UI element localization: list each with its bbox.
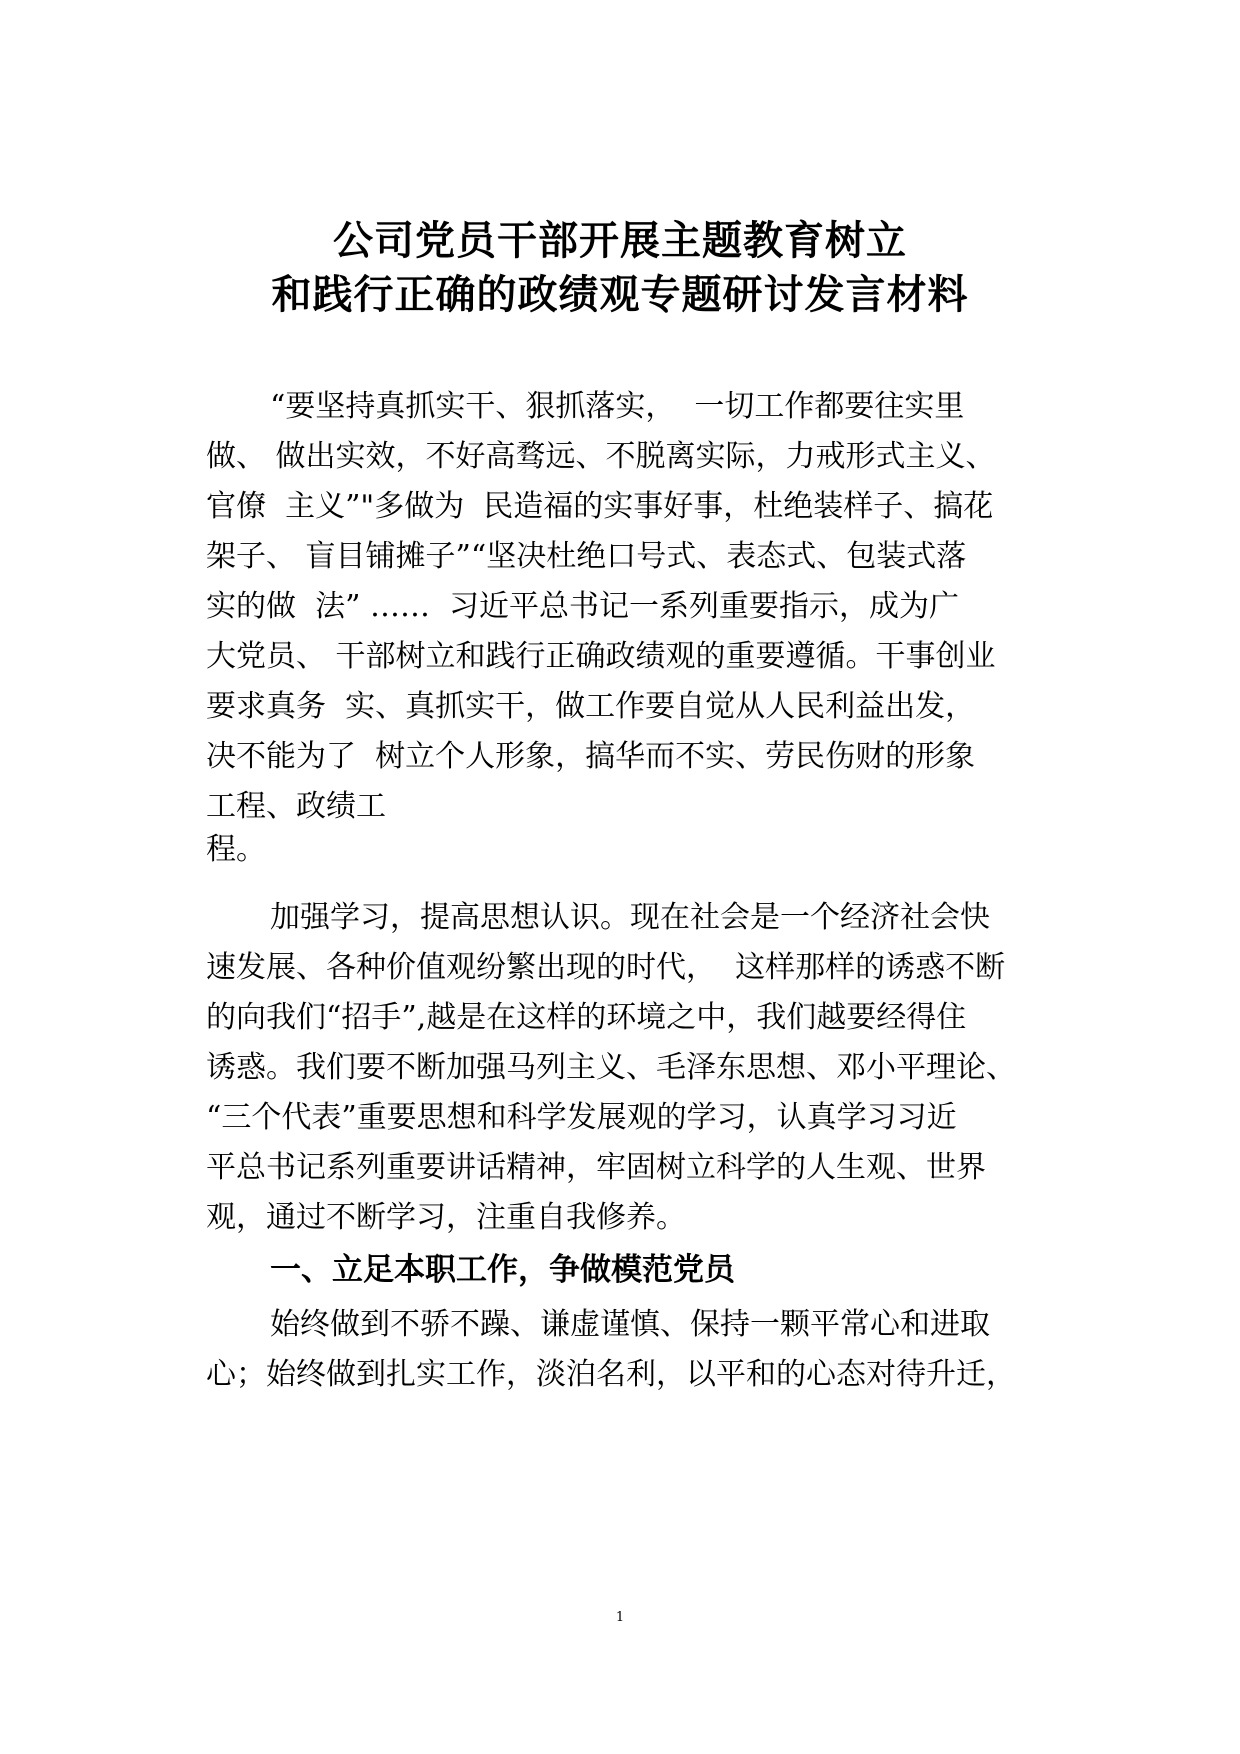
paragraph-line: 速发展、各种价值观纷繁出现的时代， 这样那样的诱惑不断 xyxy=(206,950,1006,985)
paragraph-line: “要坚持真抓实干、狠抓落实， 一切工作都要往实里 xyxy=(270,389,965,424)
paragraph-line: “三个代表”重要思想和科学发展观的学习，认真学习习近 xyxy=(206,1100,957,1135)
document-title-line-2: 和践行正确的政绩观专题研讨发言材料 xyxy=(271,272,969,318)
paragraph-line: 诱惑。我们要不断加强马列主义、毛泽东思想、邓小平理论、 xyxy=(206,1050,1016,1085)
paragraph-line: 工程、政绩工 xyxy=(206,789,386,824)
section-heading: 一、立足本职工作，争做模范党员 xyxy=(270,1252,735,1288)
paragraph-line: 程。 xyxy=(206,832,266,867)
paragraph-line: 大党员、 干部树立和践行正确政绩观的重要遵循。干事创业 xyxy=(206,639,996,674)
paragraph-line: 要求真务 实、真抓实干，做工作要自觉从人民利益出发， xyxy=(206,689,976,724)
paragraph-line: 的向我们“招手”,越是在这样的环境之中，我们越要经得住 xyxy=(206,1000,967,1035)
paragraph-line: 观，通过不断学习，注重自我修养。 xyxy=(206,1200,686,1235)
paragraph-line: 决不能为了 树立个人形象，搞华而不实、劳民伤财的形象 xyxy=(206,739,976,774)
paragraph-line: 架子、 盲目铺摊子”“坚决杜绝口号式、表态式、包装式落 xyxy=(206,539,967,574)
paragraph-line: 始终做到不骄不躁、谦虚谨慎、保持一颗平常心和进取 xyxy=(270,1307,990,1342)
paragraph-line: 加强学习，提高思想认识。现在社会是一个经济社会快 xyxy=(270,900,990,935)
paragraph-line: 心；始终做到扎实工作，淡泊名利，以平和的心态对待升迁， xyxy=(206,1357,1016,1392)
paragraph-line: 做、 做出实效，不好高骛远、不脱离实际，力戒形式主义、 xyxy=(206,439,996,474)
page-number: 1 xyxy=(615,1610,625,1625)
paragraph-line: 官僚 主义”"多做为 民造福的实事好事，杜绝装样子、搞花 xyxy=(206,489,994,524)
paragraph-line: 实的做 法” …… 习近平总书记一系列重要指示，成为广 xyxy=(206,589,960,624)
paragraph-line: 平总书记系列重要讲话精神，牢固树立科学的人生观、世界 xyxy=(206,1150,986,1185)
document-title-line-1: 公司党员干部开展主题教育树立 xyxy=(333,218,907,264)
